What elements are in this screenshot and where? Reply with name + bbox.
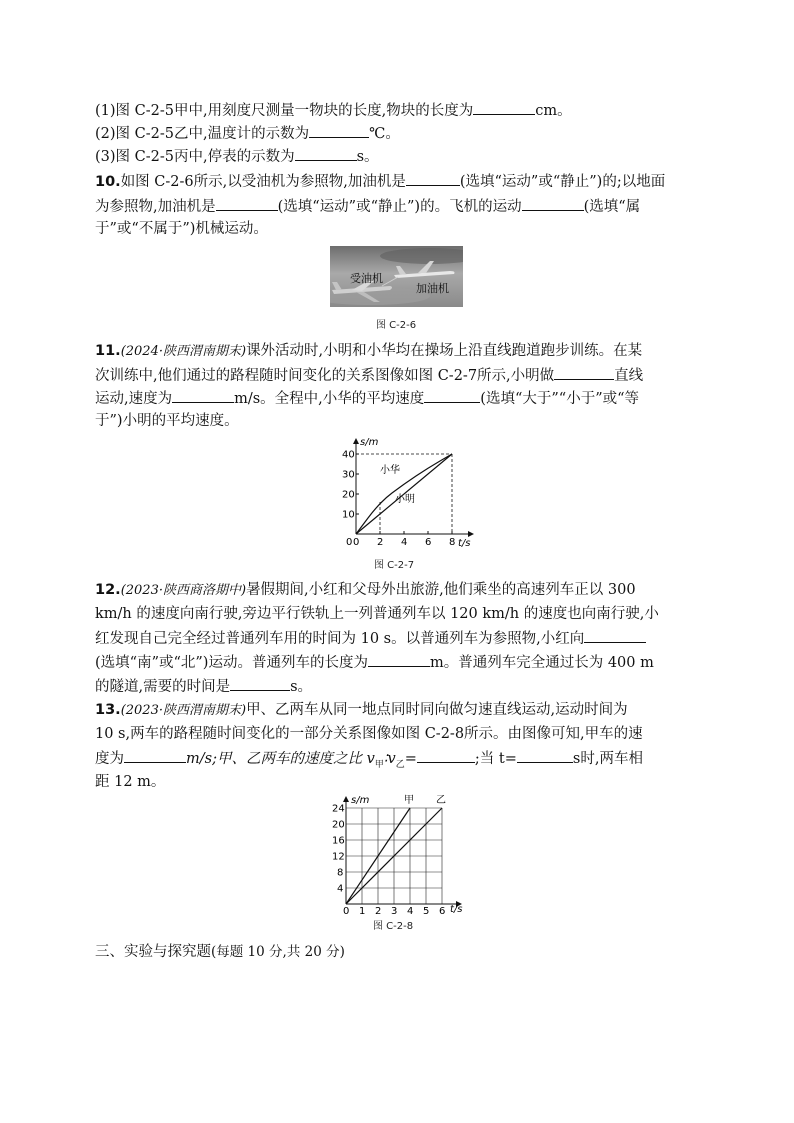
question-text: (选填“运动”或“静止”)的。飞机的运动 bbox=[277, 199, 522, 215]
q10-line-2 bbox=[95, 196, 640, 217]
q10-line-3 bbox=[95, 219, 268, 239]
question-text: 如图 C-2-6所示,以受油机为参照物,加油机是 bbox=[120, 174, 406, 190]
sub-question-1-text: (1)图 C-2-5甲中,用刻度尺测量一物块的长度,物块的长度为 bbox=[95, 103, 474, 119]
question-text: 直线 bbox=[614, 368, 644, 384]
q12-line-3 bbox=[95, 628, 646, 649]
x-axis-arrow bbox=[468, 531, 474, 537]
subscript-jia: 甲 bbox=[374, 759, 384, 770]
x-tick-label: 1 bbox=[359, 906, 366, 914]
question-text: ∶v bbox=[383, 751, 396, 767]
q13-line-4 bbox=[95, 772, 165, 792]
unit-text: s。 bbox=[356, 149, 379, 165]
x-tick-label: 5 bbox=[423, 906, 430, 914]
section-note: (每题 10 分,共 20 分) bbox=[211, 944, 345, 960]
question-number: 10. bbox=[95, 174, 121, 190]
question-text: 距 12 m。 bbox=[95, 774, 166, 790]
question-text: ;当 t= bbox=[474, 751, 517, 767]
q11-line-2 bbox=[95, 365, 643, 386]
sub-question-2-text: (2)图 C-2-5乙中,温度计的示数为 bbox=[95, 126, 310, 142]
y-tick-label: 24 bbox=[332, 803, 345, 815]
q10-line-1 bbox=[95, 171, 665, 192]
answer-blank[interactable] bbox=[522, 196, 584, 211]
tanker-plane-label: 加油机 bbox=[416, 282, 449, 295]
series-label-jia: 甲 bbox=[404, 795, 414, 806]
question-text: 于”或“不属于”)机械运动。 bbox=[95, 221, 268, 237]
x-tick-label: 6 bbox=[425, 537, 432, 548]
question-text: s。 bbox=[290, 679, 313, 695]
x-tick-label: 3 bbox=[391, 906, 398, 914]
x-axis-label: t/s bbox=[450, 904, 463, 914]
answer-blank[interactable] bbox=[554, 365, 614, 380]
question-text: 暑假期间,小红和父母外出旅游,他们乘坐的高速列车正以 300 bbox=[246, 582, 636, 598]
q12-line-4 bbox=[95, 652, 654, 673]
q11-line-4 bbox=[95, 411, 239, 431]
unit-text: cm。 bbox=[535, 103, 572, 119]
question-text: 10 s,两车的路程随时间变化的一部分关系图像如图 C-2-8所示。由图像可知,甲车的速 bbox=[95, 726, 643, 742]
question-text: 甲、乙两车从同一地点同时同向做匀速直线运动,运动时间为 bbox=[246, 702, 628, 718]
figure-c-2-6 bbox=[330, 246, 463, 307]
y-tick-label: 20 bbox=[342, 489, 355, 501]
section-heading: 三、实验与探究题 bbox=[95, 944, 211, 960]
x-tick-label: 0 bbox=[353, 537, 360, 548]
question-text: (选填“南”或“北”)运动。普通列车的长度为 bbox=[95, 655, 368, 671]
question-text: 红发现自己完全经过普通列车用的时间为 10 s。以普通列车为参照物,小红向 bbox=[95, 631, 585, 647]
answer-blank[interactable] bbox=[309, 123, 369, 138]
x-tick-label: 4 bbox=[401, 537, 408, 548]
series-label-xiaohua: 小华 bbox=[380, 465, 400, 476]
x-tick-label: 8 bbox=[449, 537, 456, 548]
y-tick-label: 20 bbox=[332, 819, 345, 831]
sub-question-3-text: (3)图 C-2-5丙中,停表的示数为 bbox=[95, 149, 295, 165]
chart-c-2-8 bbox=[330, 794, 470, 914]
answer-blank[interactable] bbox=[216, 196, 278, 211]
y-axis-label: s/m bbox=[360, 437, 379, 448]
answer-blank[interactable] bbox=[230, 676, 290, 691]
y-axis-label: s/m bbox=[351, 795, 370, 806]
question-text: m/s;甲、乙两车的速度之比 v bbox=[186, 751, 375, 767]
question-text: 次训练中,他们通过的路程随时间变化的关系图像如图 C-2-7所示,小明做 bbox=[95, 368, 555, 384]
q12-line-2 bbox=[95, 604, 659, 624]
y-tick-label: 10 bbox=[342, 509, 355, 521]
chart-ticks bbox=[332, 804, 445, 915]
q11-line-3 bbox=[95, 388, 639, 409]
answer-blank[interactable] bbox=[172, 388, 234, 403]
x-axis-label: t/s bbox=[458, 538, 471, 548]
x-tick-label: 2 bbox=[377, 537, 384, 548]
question-text: s时,两车相 bbox=[572, 751, 643, 767]
question-source: (2023·陕西渭南期末) bbox=[120, 703, 247, 718]
figure-caption: 图 C-2-7 bbox=[374, 560, 415, 571]
answer-blank[interactable] bbox=[368, 652, 430, 667]
answer-blank[interactable] bbox=[124, 748, 186, 763]
x-tick-label: 0 bbox=[343, 906, 350, 914]
answer-blank[interactable] bbox=[424, 388, 480, 403]
question-text: m/s。全程中,小华的平均速度 bbox=[234, 391, 425, 407]
sub-question-1 bbox=[95, 100, 572, 121]
answer-blank[interactable] bbox=[295, 146, 357, 161]
series-label-xiaoming: 小明 bbox=[395, 494, 415, 505]
series-label-yi: 乙 bbox=[436, 795, 446, 806]
y-tick-label: 8 bbox=[337, 867, 344, 879]
question-text: 度为 bbox=[95, 751, 124, 767]
question-text: 于”)小明的平均速度。 bbox=[95, 413, 239, 429]
answer-blank[interactable] bbox=[473, 100, 535, 115]
sub-question-2 bbox=[95, 123, 400, 144]
question-text: km/h 的速度向南行驶,旁边平行铁轨上一列普通列车以 120 km/h 的速度也向南行驶,小 bbox=[95, 606, 659, 622]
q13-line-3 bbox=[95, 748, 643, 775]
question-text: m。普通列车完全通过长为 400 m bbox=[429, 655, 654, 671]
answer-blank[interactable] bbox=[417, 748, 475, 763]
answer-blank[interactable] bbox=[406, 171, 460, 186]
question-text: = bbox=[404, 751, 417, 767]
y-tick-label: 12 bbox=[332, 851, 345, 863]
q13-line-1 bbox=[95, 700, 628, 721]
origin-label: 0 bbox=[346, 537, 353, 548]
q11-line-1 bbox=[95, 341, 642, 362]
question-text: 运动,速度为 bbox=[95, 391, 173, 407]
section-title bbox=[95, 942, 345, 962]
question-text: (选填“大于”“小于”或“等 bbox=[480, 391, 640, 407]
y-axis-arrow bbox=[353, 438, 359, 444]
sub-question-3 bbox=[95, 146, 379, 167]
question-text: (选填“运动”或“静止”)的;以地面 bbox=[459, 174, 666, 190]
answer-blank[interactable] bbox=[584, 628, 646, 643]
q12-line-1 bbox=[95, 580, 636, 601]
receiver-plane-label: 受油机 bbox=[350, 272, 383, 285]
question-text: 的隧道,需要的时间是 bbox=[95, 679, 231, 695]
figure-caption: 图 C-2-6 bbox=[376, 320, 417, 331]
figure-caption: 图 C-2-8 bbox=[373, 921, 414, 932]
x-tick-label: 4 bbox=[407, 906, 414, 914]
y-tick-label: 16 bbox=[332, 835, 345, 847]
y-tick-label: 40 bbox=[342, 449, 355, 461]
question-number: 12. bbox=[95, 582, 121, 598]
y-tick-label: 30 bbox=[342, 469, 355, 481]
question-number: 11. bbox=[95, 343, 121, 359]
q13-line-2 bbox=[95, 724, 643, 744]
q12-line-5 bbox=[95, 676, 312, 697]
y-tick-label: 4 bbox=[337, 883, 344, 895]
question-number: 13. bbox=[95, 702, 121, 718]
question-text: 为参照物,加油机是 bbox=[95, 199, 216, 215]
question-source: (2023·陕西商洛期中) bbox=[120, 583, 247, 598]
subscript-yi: 乙 bbox=[395, 759, 405, 770]
question-text: (选填“属 bbox=[583, 199, 641, 215]
answer-blank[interactable] bbox=[517, 748, 573, 763]
question-source: (2024·陕西渭南期末) bbox=[120, 344, 247, 359]
y-axis-arrow bbox=[343, 796, 349, 802]
question-text: 课外活动时,小明和小华均在操场上沿直线跑道跑步训练。在某 bbox=[246, 343, 643, 359]
x-tick-label: 6 bbox=[439, 906, 446, 914]
x-tick-label: 2 bbox=[375, 906, 382, 914]
chart-c-2-7 bbox=[340, 436, 480, 548]
unit-text: ℃。 bbox=[369, 126, 400, 142]
